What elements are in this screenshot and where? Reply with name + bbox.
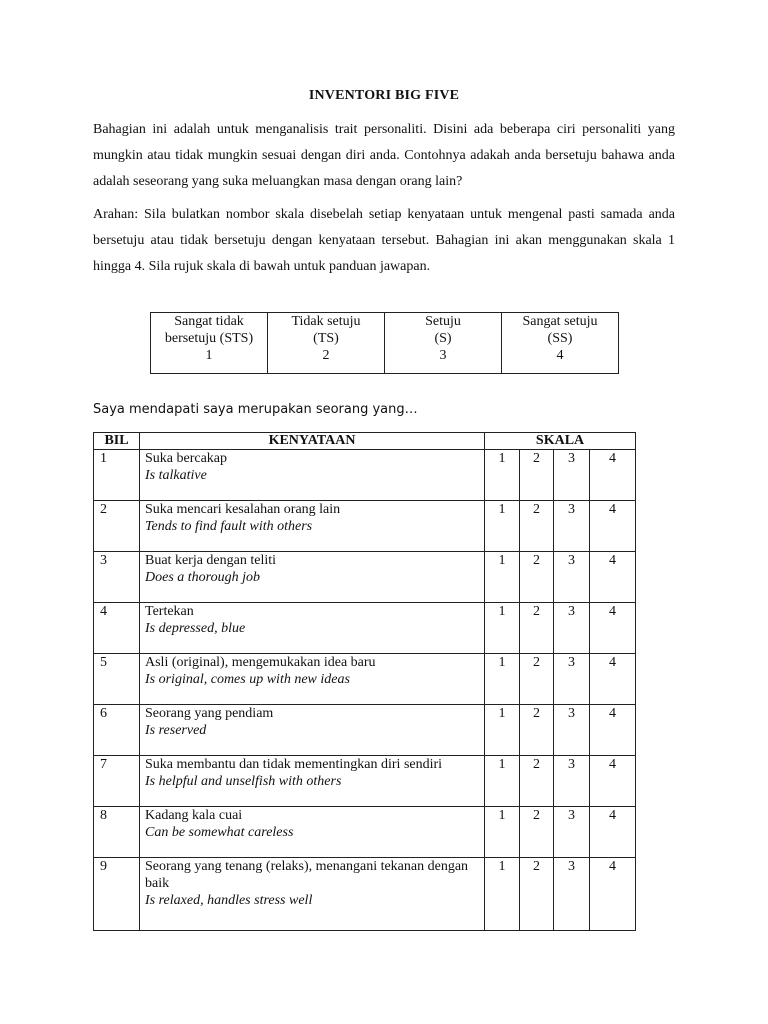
scale-option-3[interactable]: 3	[554, 450, 590, 501]
statement-english: Tends to find fault with others	[145, 519, 313, 534]
header-bil: BIL	[94, 433, 140, 450]
statement-malay: Suka mencari kesalahan orang lain	[145, 502, 341, 517]
scale-legend-label: Tidak setuju	[291, 314, 361, 329]
scale-legend-abbrev: (TS)	[313, 331, 339, 346]
statement-cell	[140, 654, 485, 705]
scale-legend-cell-sts	[151, 313, 268, 374]
statement-english: Is depressed, blue	[145, 621, 246, 636]
statement-english: Does a thorough job	[145, 570, 260, 585]
statement-malay: Seorang yang tenang (relaks), menangani tekanan dengan baik	[145, 859, 469, 891]
table-row	[94, 603, 636, 654]
statement-english: Is original, comes up with new ideas	[145, 672, 350, 687]
scale-option-1[interactable]: 1	[485, 552, 520, 603]
statement-english: Is relaxed, handles stress well	[145, 893, 313, 908]
scale-legend-value: 4	[556, 348, 564, 363]
scale-option-1[interactable]: 1	[485, 501, 520, 552]
scale-option-4[interactable]: 4	[590, 552, 636, 603]
row-number: 2	[94, 501, 140, 552]
scale-option-2[interactable]: 2	[520, 756, 554, 807]
header-statement: KENYATAAN	[140, 433, 485, 450]
table-header-row	[94, 433, 636, 450]
scale-option-2[interactable]: 2	[520, 858, 554, 931]
row-number: 1	[94, 450, 140, 501]
scale-option-4[interactable]: 4	[590, 858, 636, 931]
scale-option-1[interactable]: 1	[485, 807, 520, 858]
scale-option-4[interactable]: 4	[590, 705, 636, 756]
scale-option-4[interactable]: 4	[590, 654, 636, 705]
statement-cell	[140, 603, 485, 654]
scale-legend-cell-s	[385, 313, 502, 374]
instruction-paragraph: Arahan: Sila bulatkan nombor skala disebelah setiap kenyataan untuk mengenal pasti samada anda bersetuju atau tidak bersetuju dengan kenyataan tersebut. Bahagian ini akan menggunakan skala 1 hingga 4. Sila rujuk skala di bawah untuk panduan jawapan.	[93, 207, 675, 274]
page-title: INVENTORI BIG FIVE	[308, 88, 460, 103]
scale-legend-cell-ts	[268, 313, 385, 374]
scale-legend-value: 3	[439, 348, 447, 363]
scale-legend-value: 2	[322, 348, 330, 363]
table-row	[94, 450, 636, 501]
statement-malay: Tertekan	[145, 604, 194, 619]
table-row	[94, 552, 636, 603]
scale-option-1[interactable]: 1	[485, 654, 520, 705]
scale-option-1[interactable]: 1	[485, 450, 520, 501]
statement-cell	[140, 552, 485, 603]
scale-option-3[interactable]: 3	[554, 603, 590, 654]
statement-english: Can be somewhat careless	[145, 825, 294, 840]
statement-english: Is helpful and unselfish with others	[145, 774, 342, 789]
scale-option-3[interactable]: 3	[554, 705, 590, 756]
row-number: 9	[94, 858, 140, 931]
statement-english: Is reserved	[145, 723, 207, 738]
scale-option-1[interactable]: 1	[485, 705, 520, 756]
scale-option-3[interactable]: 3	[554, 756, 590, 807]
scale-option-2[interactable]: 2	[520, 807, 554, 858]
scale-option-4[interactable]: 4	[590, 450, 636, 501]
scale-option-2[interactable]: 2	[520, 705, 554, 756]
row-number: 6	[94, 705, 140, 756]
scale-legend-abbrev: (S)	[434, 331, 452, 346]
statement-intro: Saya mendapati saya merupakan seorang yang…	[93, 402, 418, 417]
statement-cell	[140, 756, 485, 807]
scale-option-3[interactable]: 3	[554, 807, 590, 858]
scale-option-2[interactable]: 2	[520, 654, 554, 705]
table-row	[94, 756, 636, 807]
scale-legend-value: 1	[205, 348, 213, 363]
row-number: 7	[94, 756, 140, 807]
scale-legend-row	[151, 313, 619, 374]
statement-cell	[140, 705, 485, 756]
scale-legend-cell-ss	[502, 313, 619, 374]
scale-option-3[interactable]: 3	[554, 552, 590, 603]
scale-option-2[interactable]: 2	[520, 450, 554, 501]
scale-option-4[interactable]: 4	[590, 756, 636, 807]
table-row	[94, 705, 636, 756]
scale-legend-label: Setuju	[425, 314, 461, 329]
scale-legend-label: Sangat tidak	[174, 314, 244, 329]
header-scale: SKALA	[485, 433, 636, 450]
scale-option-1[interactable]: 1	[485, 756, 520, 807]
scale-option-2[interactable]: 2	[520, 501, 554, 552]
scale-option-2[interactable]: 2	[520, 603, 554, 654]
statement-table	[93, 432, 636, 931]
scale-option-2[interactable]: 2	[520, 552, 554, 603]
statement-english: Is talkative	[145, 468, 207, 483]
statement-malay: Suka bercakap	[145, 451, 228, 466]
statement-malay: Buat kerja dengan teliti	[145, 553, 277, 568]
statement-malay: Suka membantu dan tidak mementingkan diri sendiri	[145, 757, 443, 772]
scale-option-4[interactable]: 4	[590, 807, 636, 858]
statement-malay: Seorang yang pendiam	[145, 706, 274, 721]
scale-option-4[interactable]: 4	[590, 501, 636, 552]
scale-option-1[interactable]: 1	[485, 858, 520, 931]
scale-option-4[interactable]: 4	[590, 603, 636, 654]
description-paragraph: Bahagian ini adalah untuk menganalisis trait personaliti. Disini ada beberapa ciri personaliti yang mungkin atau tidak mungkin sesuai dengan diri anda. Contohnya adakah anda bersetuju bahawa anda adalah seseorang yang suka meluangkan masa dengan orang lain?	[93, 122, 675, 189]
scale-option-3[interactable]: 3	[554, 654, 590, 705]
scale-legend-abbrev: (SS)	[547, 331, 573, 346]
statement-cell	[140, 807, 485, 858]
statement-malay: Asli (original), mengemukakan idea baru	[145, 655, 376, 670]
table-row	[94, 654, 636, 705]
scale-legend-label: Sangat setuju	[522, 314, 598, 329]
table-row	[94, 858, 636, 931]
table-row	[94, 501, 636, 552]
row-number: 5	[94, 654, 140, 705]
scale-option-1[interactable]: 1	[485, 603, 520, 654]
table-row	[94, 807, 636, 858]
scale-legend-abbrev: bersetuju (STS)	[164, 331, 254, 346]
statement-cell	[140, 450, 485, 501]
scale-option-3[interactable]: 3	[554, 858, 590, 931]
scale-legend-table	[150, 312, 619, 374]
row-number: 4	[94, 603, 140, 654]
statement-malay: Kadang kala cuai	[145, 808, 243, 823]
row-number: 8	[94, 807, 140, 858]
statement-cell	[140, 858, 485, 931]
scale-option-3[interactable]: 3	[554, 501, 590, 552]
statement-cell	[140, 501, 485, 552]
row-number: 3	[94, 552, 140, 603]
